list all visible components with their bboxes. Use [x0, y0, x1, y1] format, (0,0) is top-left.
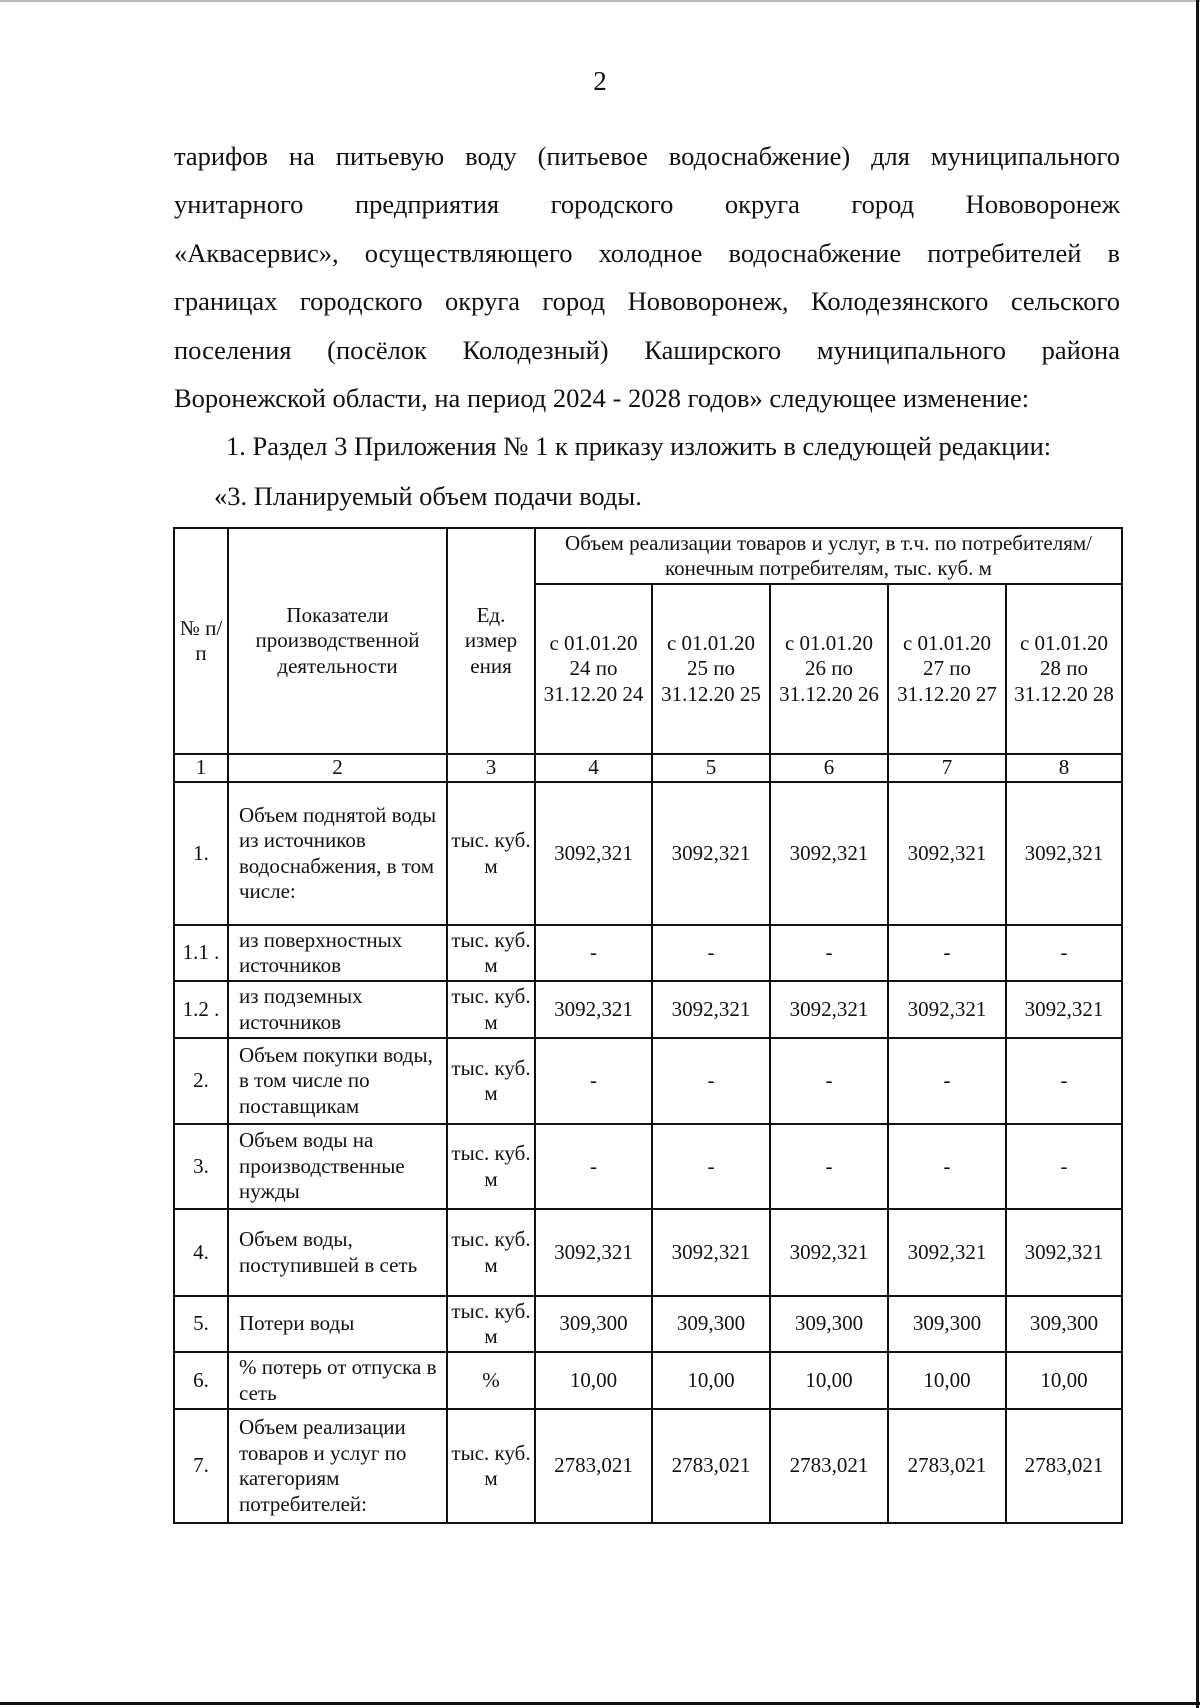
header-group: Объем реализации товаров и услуг, в т.ч. по потребителям/ конечным потребителям, тыс. куб. м: [535, 528, 1122, 584]
intro-paragraph: [174, 132, 1120, 422]
row-value: -: [1006, 925, 1122, 981]
column-number: 1: [174, 754, 228, 782]
row-value: -: [652, 925, 770, 981]
row-unit: тыс. куб. м: [447, 1409, 535, 1523]
row-value: -: [535, 1038, 652, 1124]
row-num: 2.: [174, 1038, 228, 1124]
row-value: -: [535, 925, 652, 981]
row-indicator: % потерь от отпуска в сеть: [228, 1352, 447, 1409]
row-value: 3092,321: [770, 981, 888, 1038]
table-row: [174, 925, 1122, 981]
header-indicator: Показатели производственной деятельности: [228, 528, 447, 754]
row-value: -: [770, 1038, 888, 1124]
row-num: 4.: [174, 1209, 228, 1296]
row-indicator: Потери воды: [228, 1296, 447, 1352]
row-value: 3092,321: [770, 782, 888, 925]
row-value: 3092,321: [1006, 782, 1122, 925]
intro-line: унитарного предприятия городского округа город Нововоронеж: [174, 189, 1120, 220]
scan-top-edge: [0, 0, 1200, 2]
column-number: 4: [535, 754, 652, 782]
row-unit: тыс. куб. м: [447, 1038, 535, 1124]
row-num: 3.: [174, 1124, 228, 1209]
row-num: 5.: [174, 1296, 228, 1352]
row-value: 10,00: [652, 1352, 770, 1409]
row-num: 6.: [174, 1352, 228, 1409]
row-value: 3092,321: [652, 782, 770, 925]
table-row: [174, 782, 1122, 925]
row-value: 309,300: [1006, 1296, 1122, 1352]
row-unit: тыс. куб. м: [447, 1296, 535, 1352]
header-unit: Ед. измер ения: [447, 528, 535, 754]
amendment-item: 1. Раздел 3 Приложения № 1 к приказу изложить в следующей редакции:: [226, 431, 1052, 461]
row-value: 3092,321: [770, 1209, 888, 1296]
intro-line: тарифов на питьевую воду (питьевое водоснабжение) для муниципального: [174, 141, 1120, 171]
header-period: с 01.01.20 25 по 31.12.20 25: [652, 584, 770, 754]
row-indicator: Объем реализации товаров и услуг по категориям потребителей:: [228, 1409, 447, 1523]
intro-line: Воронежской области, на период 2024 - 2028 годов» следующее изменение:: [174, 383, 1030, 414]
row-value: 3092,321: [1006, 1209, 1122, 1296]
row-value: 2783,021: [770, 1409, 888, 1523]
row-unit: тыс. куб. м: [447, 981, 535, 1038]
row-value: -: [1006, 1124, 1122, 1209]
column-number: 3: [447, 754, 535, 782]
row-value: -: [652, 1038, 770, 1124]
row-indicator: Объем поднятой воды из источников водоснабжения, в том числе:: [228, 782, 447, 925]
row-value: -: [652, 1124, 770, 1209]
row-value: 10,00: [1006, 1352, 1122, 1409]
header-period: с 01.01.20 26 по 31.12.20 26: [770, 584, 888, 754]
row-unit: %: [447, 1352, 535, 1409]
row-num: 7.: [174, 1409, 228, 1523]
row-indicator: Объем воды, поступившей в сеть: [228, 1209, 447, 1296]
header-period: с 01.01.20 24 по 31.12.20 24: [535, 584, 652, 754]
row-value: -: [535, 1124, 652, 1209]
intro-line: «Аквасервис», осуществляющего холодное водоснабжение потребителей в: [174, 237, 1120, 268]
row-value: 309,300: [535, 1296, 652, 1352]
row-value: 3092,321: [888, 1209, 1006, 1296]
column-number: 7: [888, 754, 1006, 782]
column-number: 8: [1006, 754, 1122, 782]
table-row: [174, 1409, 1122, 1523]
page-number: 2: [593, 66, 607, 96]
table-row: [174, 1038, 1122, 1124]
row-value: 3092,321: [652, 1209, 770, 1296]
row-value: 10,00: [535, 1352, 652, 1409]
scan-bottom-edge: [0, 1702, 1200, 1705]
row-unit: тыс. куб. м: [447, 925, 535, 981]
row-value: 3092,321: [1006, 981, 1122, 1038]
row-num: 1.1 .: [174, 925, 228, 981]
row-indicator: Объем воды на производственные нужды: [228, 1124, 447, 1209]
row-value: 3092,321: [535, 1209, 652, 1296]
row-value: 3092,321: [652, 981, 770, 1038]
table-row: [174, 1352, 1122, 1409]
row-value: 2783,021: [652, 1409, 770, 1523]
row-value: -: [888, 925, 1006, 981]
row-value: 309,300: [770, 1296, 888, 1352]
row-value: 3092,321: [888, 782, 1006, 925]
row-value: 2783,021: [1006, 1409, 1122, 1523]
row-value: -: [770, 1124, 888, 1209]
header-period: с 01.01.20 27 по 31.12.20 27: [888, 584, 1006, 754]
row-unit: тыс. куб. м: [447, 782, 535, 925]
section-title: «3. Планируемый объем подачи воды.: [214, 481, 642, 511]
row-value: -: [770, 925, 888, 981]
row-value: 10,00: [888, 1352, 1006, 1409]
row-value: 309,300: [888, 1296, 1006, 1352]
row-value: -: [888, 1124, 1006, 1209]
row-indicator: из подземных источников: [228, 981, 447, 1038]
row-num: 1.2 .: [174, 981, 228, 1038]
row-value: 2783,021: [888, 1409, 1006, 1523]
row-value: 10,00: [770, 1352, 888, 1409]
intro-line: поселения (посёлок Колодезный) Каширского муниципального района: [174, 334, 1120, 365]
row-value: 3092,321: [535, 782, 652, 925]
row-value: -: [1006, 1038, 1122, 1124]
table-row: [174, 1124, 1122, 1209]
table-row: [174, 1296, 1122, 1352]
row-value: -: [888, 1038, 1006, 1124]
row-value: 3092,321: [535, 981, 652, 1038]
scan-right-edge: [1196, 0, 1199, 1708]
header-num: № п/ п: [174, 528, 228, 754]
column-number: 5: [652, 754, 770, 782]
row-value: 309,300: [652, 1296, 770, 1352]
column-number: 2: [228, 754, 447, 782]
row-unit: тыс. куб. м: [447, 1209, 535, 1296]
header-period: с 01.01.20 28 по 31.12.20 28: [1006, 584, 1122, 754]
water-supply-table: [173, 527, 1123, 1524]
table-row: [174, 981, 1122, 1038]
row-num: 1.: [174, 782, 228, 925]
column-number: 6: [770, 754, 888, 782]
row-value: 2783,021: [535, 1409, 652, 1523]
table-row: [174, 1209, 1122, 1296]
row-indicator: из поверхностных источников: [228, 925, 447, 981]
row-value: 3092,321: [888, 981, 1006, 1038]
row-indicator: Объем покупки воды, в том числе по поставщикам: [228, 1038, 447, 1124]
row-unit: тыс. куб. м: [447, 1124, 535, 1209]
intro-line: границах городского округа город Нововоронеж, Колодезянского сельского: [174, 286, 1120, 317]
